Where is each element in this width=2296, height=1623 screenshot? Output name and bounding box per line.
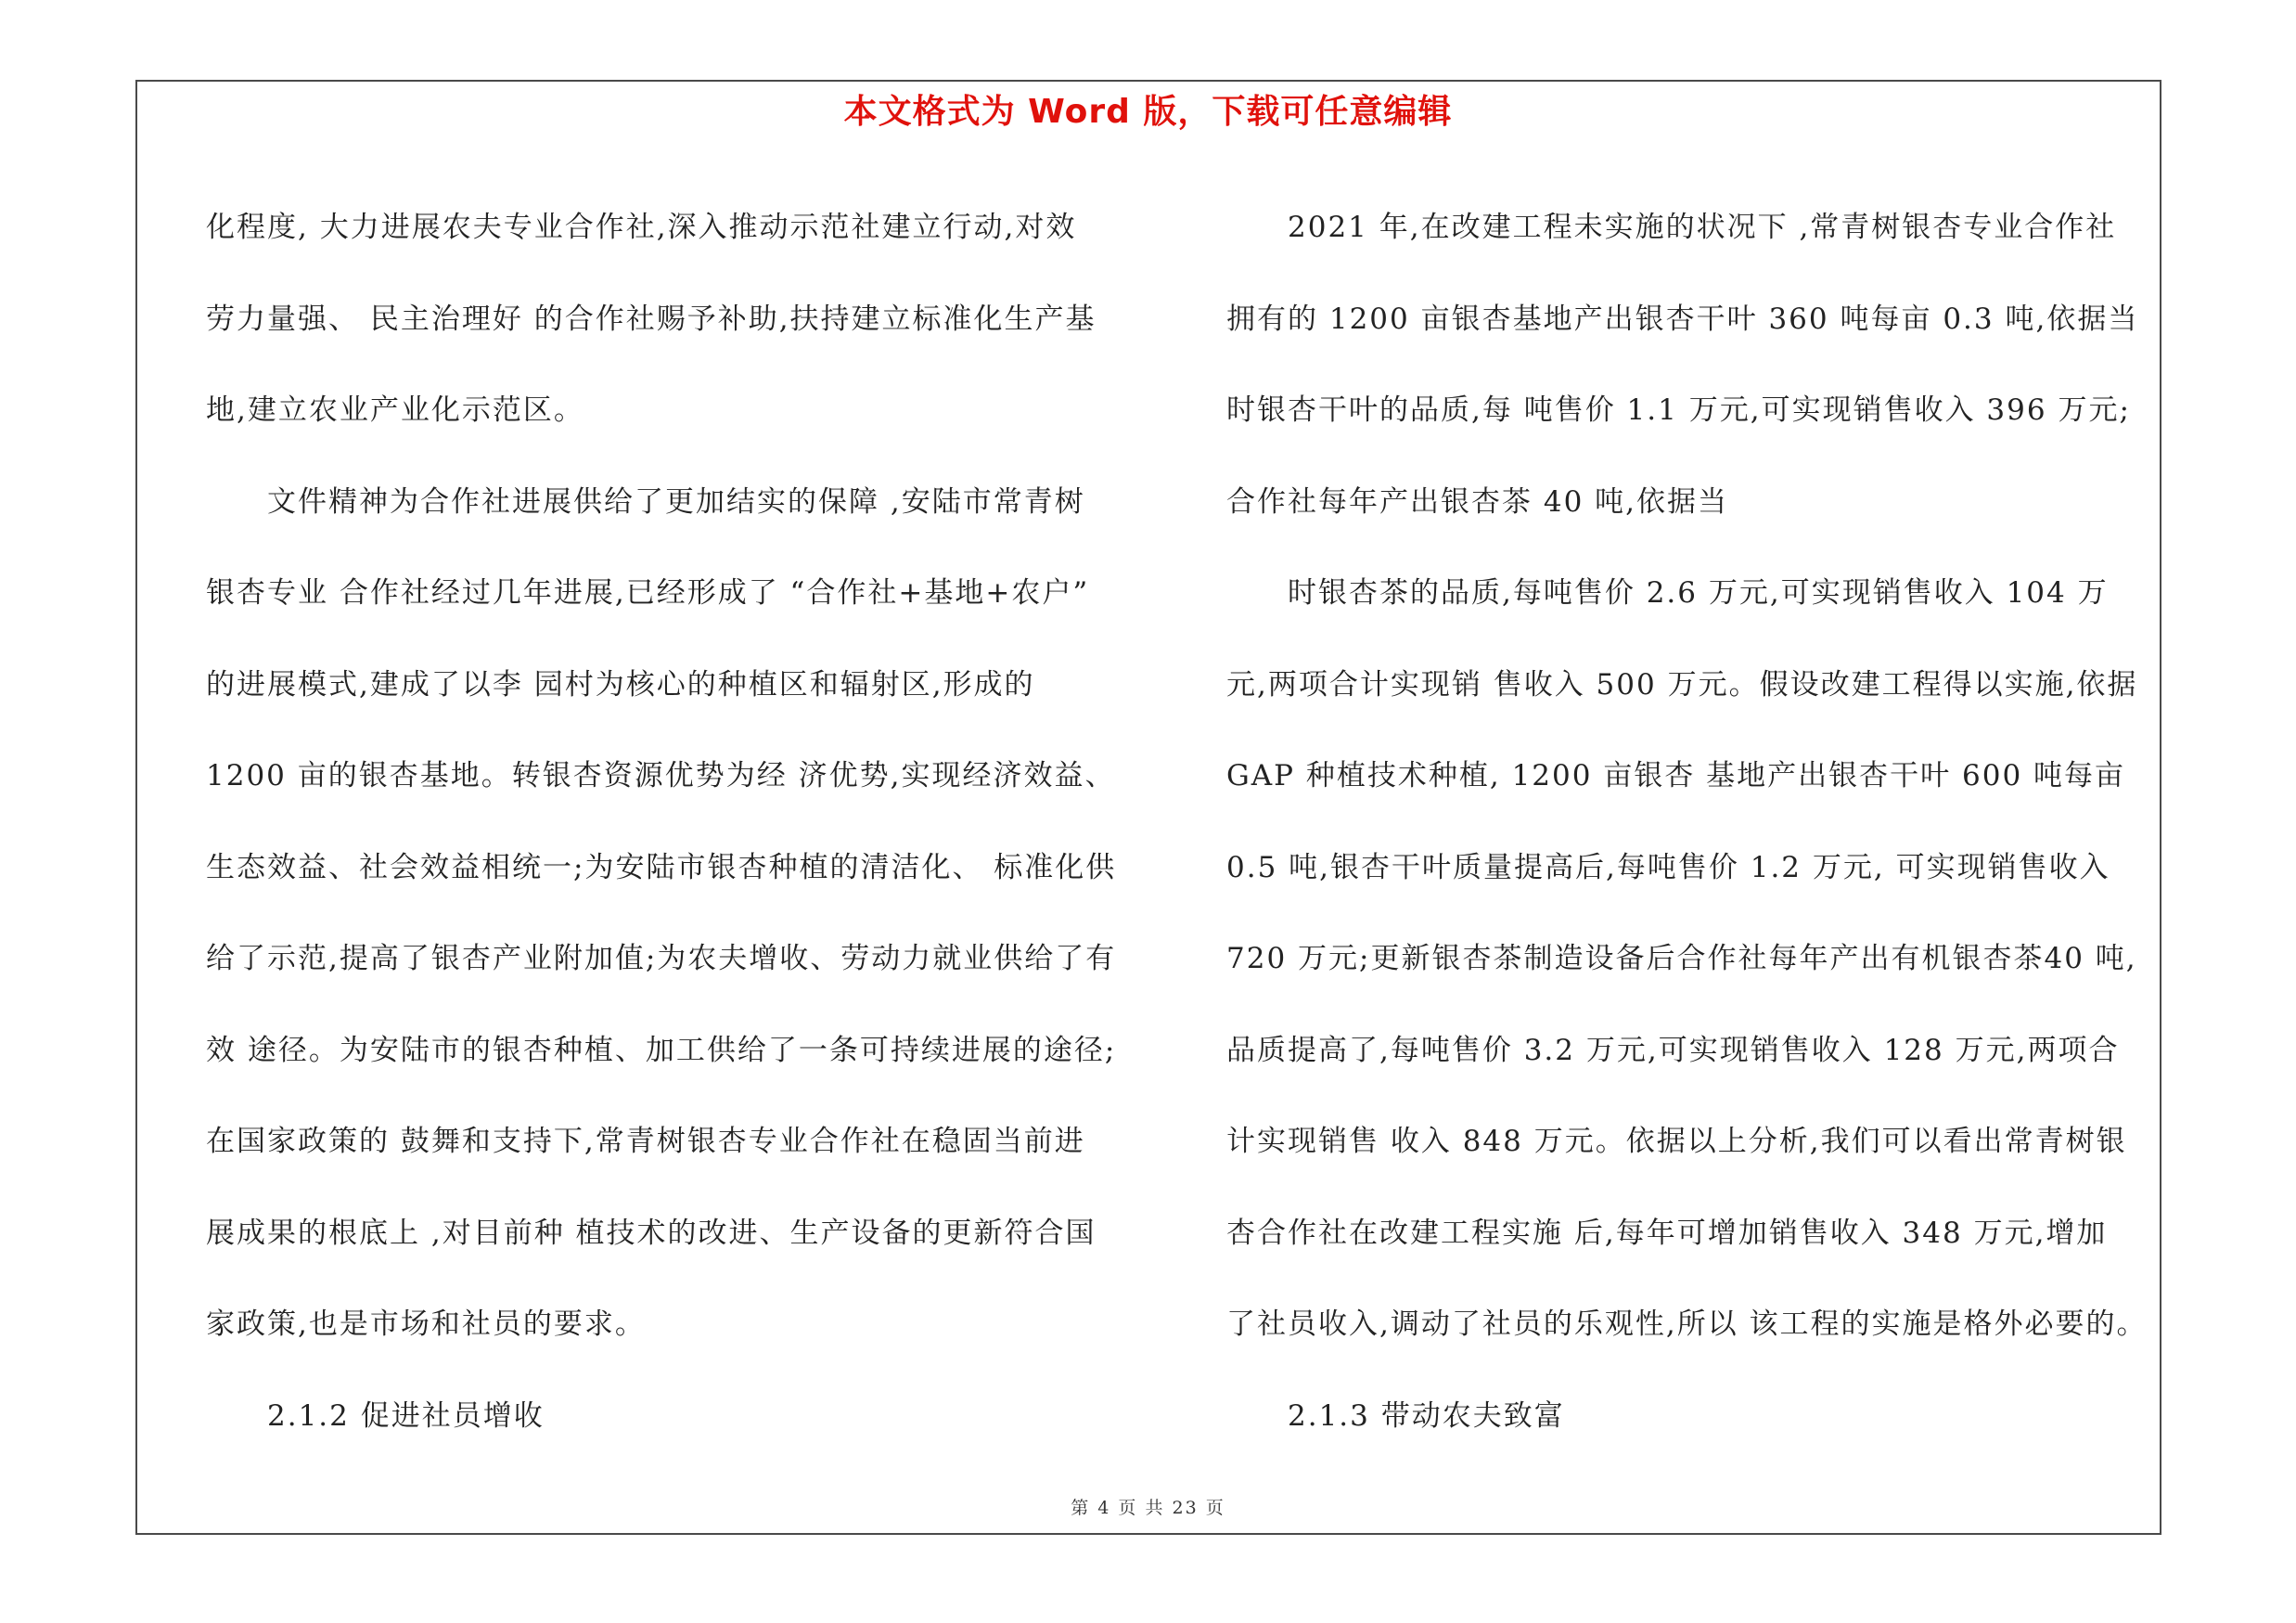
text-line: 家政策,也是市场和社员的要求。: [206, 1307, 646, 1341]
text-line: 1200 亩的银杏基地。转银杏资源优势为经 济优势,实现经济效益、: [206, 759, 1116, 792]
text-line: 在国家政策的 鼓舞和支持下,常青树银杏专业合作社在稳固当前进: [206, 1125, 1085, 1158]
text-line: 计实现销售 收入 848 万元。依据以上分析,我们可以看出常青树银: [1226, 1125, 2127, 1158]
text-line: 的进展模式,建成了以李 园村为核心的种植区和辐射区,形成的: [206, 667, 1035, 702]
text-line: 给了示范,提高了银杏产业附加值;为农夫增收、劳动力就业供给了有: [206, 942, 1117, 975]
text-line: GAP 种植技术种植, 1200 亩银杏 基地产出银杏干叶 600 吨每亩: [1226, 759, 2126, 792]
text-line: 了社员收入,调动了社员的乐观性,所以 该工程的实施是格外必要的。: [1226, 1307, 2148, 1341]
text-line: 劳力量强、 民主治理好 的合作社赐予补助,扶持建立标准化生产基: [206, 302, 1097, 336]
text-line: 元,两项合计实现销 售收入 500 万元。假设改建工程得以实施,依据: [1226, 667, 2138, 702]
section-heading: 2.1.2 促进社员增收: [267, 1398, 545, 1433]
text-line: 杏合作社在改建工程实施 后,每年可增加销售收入 348 万元,增加: [1226, 1216, 2108, 1250]
paragraph-start-line: 文件精神为合作社进展供给了更加结实的保障 ,安陆市常青树: [267, 484, 1085, 519]
paragraph-start-line: 时银杏茶的品质,每吨售价 2.6 万元,可实现销售收入 104 万: [1288, 576, 2109, 610]
text-line: 合作社每年产出银杏茶 40 吨,依据当: [1226, 484, 1729, 519]
left-column: [206, 182, 1152, 1462]
page-number: 第 4 页 共 23 页: [1071, 1498, 1225, 1518]
text-line: 品质提高了,每吨售价 3.2 万元,可实现销售收入 128 万元,两项合: [1226, 1033, 2120, 1067]
text-line: 效 途径。为安陆市的银杏种植、加工供给了一条可持续进展的途径;: [206, 1033, 1117, 1067]
text-line: 展成果的根底上 ,对目前种 植技术的改进、生产设备的更新符合国: [206, 1216, 1097, 1250]
text-line: 拥有的 1200 亩银杏基地产出银杏干叶 360 吨每亩 0.3 吨,依据当: [1226, 302, 2139, 336]
paragraph-start-line: 2021 年,在改建工程未实施的状况下 ,常青树银杏专业合作社: [1288, 211, 2117, 244]
text-line: 生态效益、社会效益相统一;为安陆市银杏种植的清洁化、 标准化供: [206, 850, 1117, 884]
right-column: [1226, 182, 2163, 1462]
word-format-banner: 本文格式为 Word 版，下载可任意编辑: [843, 93, 1453, 131]
text-line: 化程度, 大力进展农夫专业合作社,深入推动示范社建立行动,对效: [206, 211, 1077, 244]
text-line: 720 万元;更新银杏茶制造设备后合作社每年产出有机银杏茶40 吨,: [1226, 942, 2137, 975]
section-heading: 2.1.3 带动农夫致富: [1288, 1398, 1565, 1433]
text-line: 时银杏干叶的品质,每 吨售价 1.1 万元,可实现销售收入 396 万元;: [1226, 393, 2131, 427]
text-line: 地,建立农业产业化示范区。: [206, 393, 584, 427]
text-line: 银杏专业 合作社经过几年进展,已经形成了 “合作社+基地+农户”: [206, 576, 1090, 610]
text-line: 0.5 吨,银杏干叶质量提高后,每吨售价 1.2 万元, 可实现销售收入: [1226, 850, 2110, 884]
